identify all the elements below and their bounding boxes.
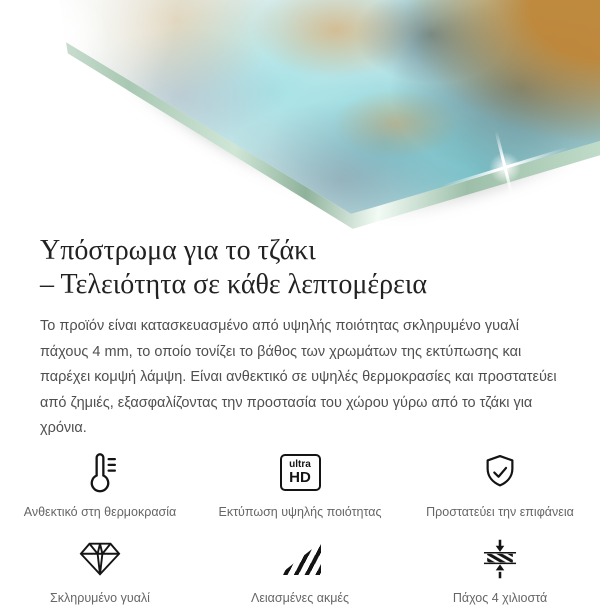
shield-check-icon bbox=[478, 450, 522, 496]
ultra-hd-badge-bottom: HD bbox=[289, 468, 311, 486]
feature-label: Λειασμένες ακμές bbox=[250, 590, 349, 605]
feature-item-polished-edges bbox=[200, 536, 400, 606]
thermometer-icon bbox=[77, 450, 123, 496]
feature-item-print-quality bbox=[200, 450, 400, 520]
feature-item-surface-protection bbox=[400, 450, 600, 520]
ultra-hd-icon bbox=[280, 450, 321, 496]
diamond-icon bbox=[76, 536, 124, 582]
feature-item-thickness bbox=[400, 536, 600, 606]
feature-grid bbox=[0, 450, 600, 606]
feature-label: Πάχος 4 χιλιοστά bbox=[452, 590, 548, 605]
title-line-1: Υπόστρωμα για το τζάκι bbox=[40, 235, 316, 266]
thickness-icon bbox=[478, 536, 522, 582]
polished-edges-icon bbox=[279, 536, 321, 582]
page-title bbox=[40, 234, 560, 302]
product-photo bbox=[0, 0, 600, 230]
product-description: Το προϊόν είναι κατασκευασμένο από υψηλής ποιότητας σκληρυμένο γυαλί πάχους 4 mm, το οποίο τονίζει το βάθος των χρωμάτων της εκτύπωσης και παρέχει κομψή λάμψη. Είναι ανθεκτικό σε υψηλές θερμοκρασίες και προστατεύει από ζημιές, εξασφαλίζοντας την προστασία του χώρου γύρω από το τζάκι για χρόνια. bbox=[40, 318, 557, 436]
content-area bbox=[0, 234, 600, 606]
feature-label: Προστατεύει την επιφάνεια bbox=[426, 504, 574, 519]
feature-label: Σκληρυμένο γυαλί bbox=[50, 590, 150, 605]
sparkle-highlight-icon bbox=[447, 118, 563, 218]
feature-item-temperature bbox=[0, 450, 200, 520]
ultra-hd-badge-top: ultra bbox=[289, 458, 311, 470]
feature-label: Ανθεκτικό στη θερμοκρασία bbox=[23, 504, 177, 519]
title-line-2: – Τελειότητα σε κάθε λεπτομέρεια bbox=[40, 269, 428, 300]
feature-label: Εκτύπωση υψηλής ποιότητας bbox=[218, 504, 382, 519]
feature-item-tempered-glass bbox=[0, 536, 200, 606]
